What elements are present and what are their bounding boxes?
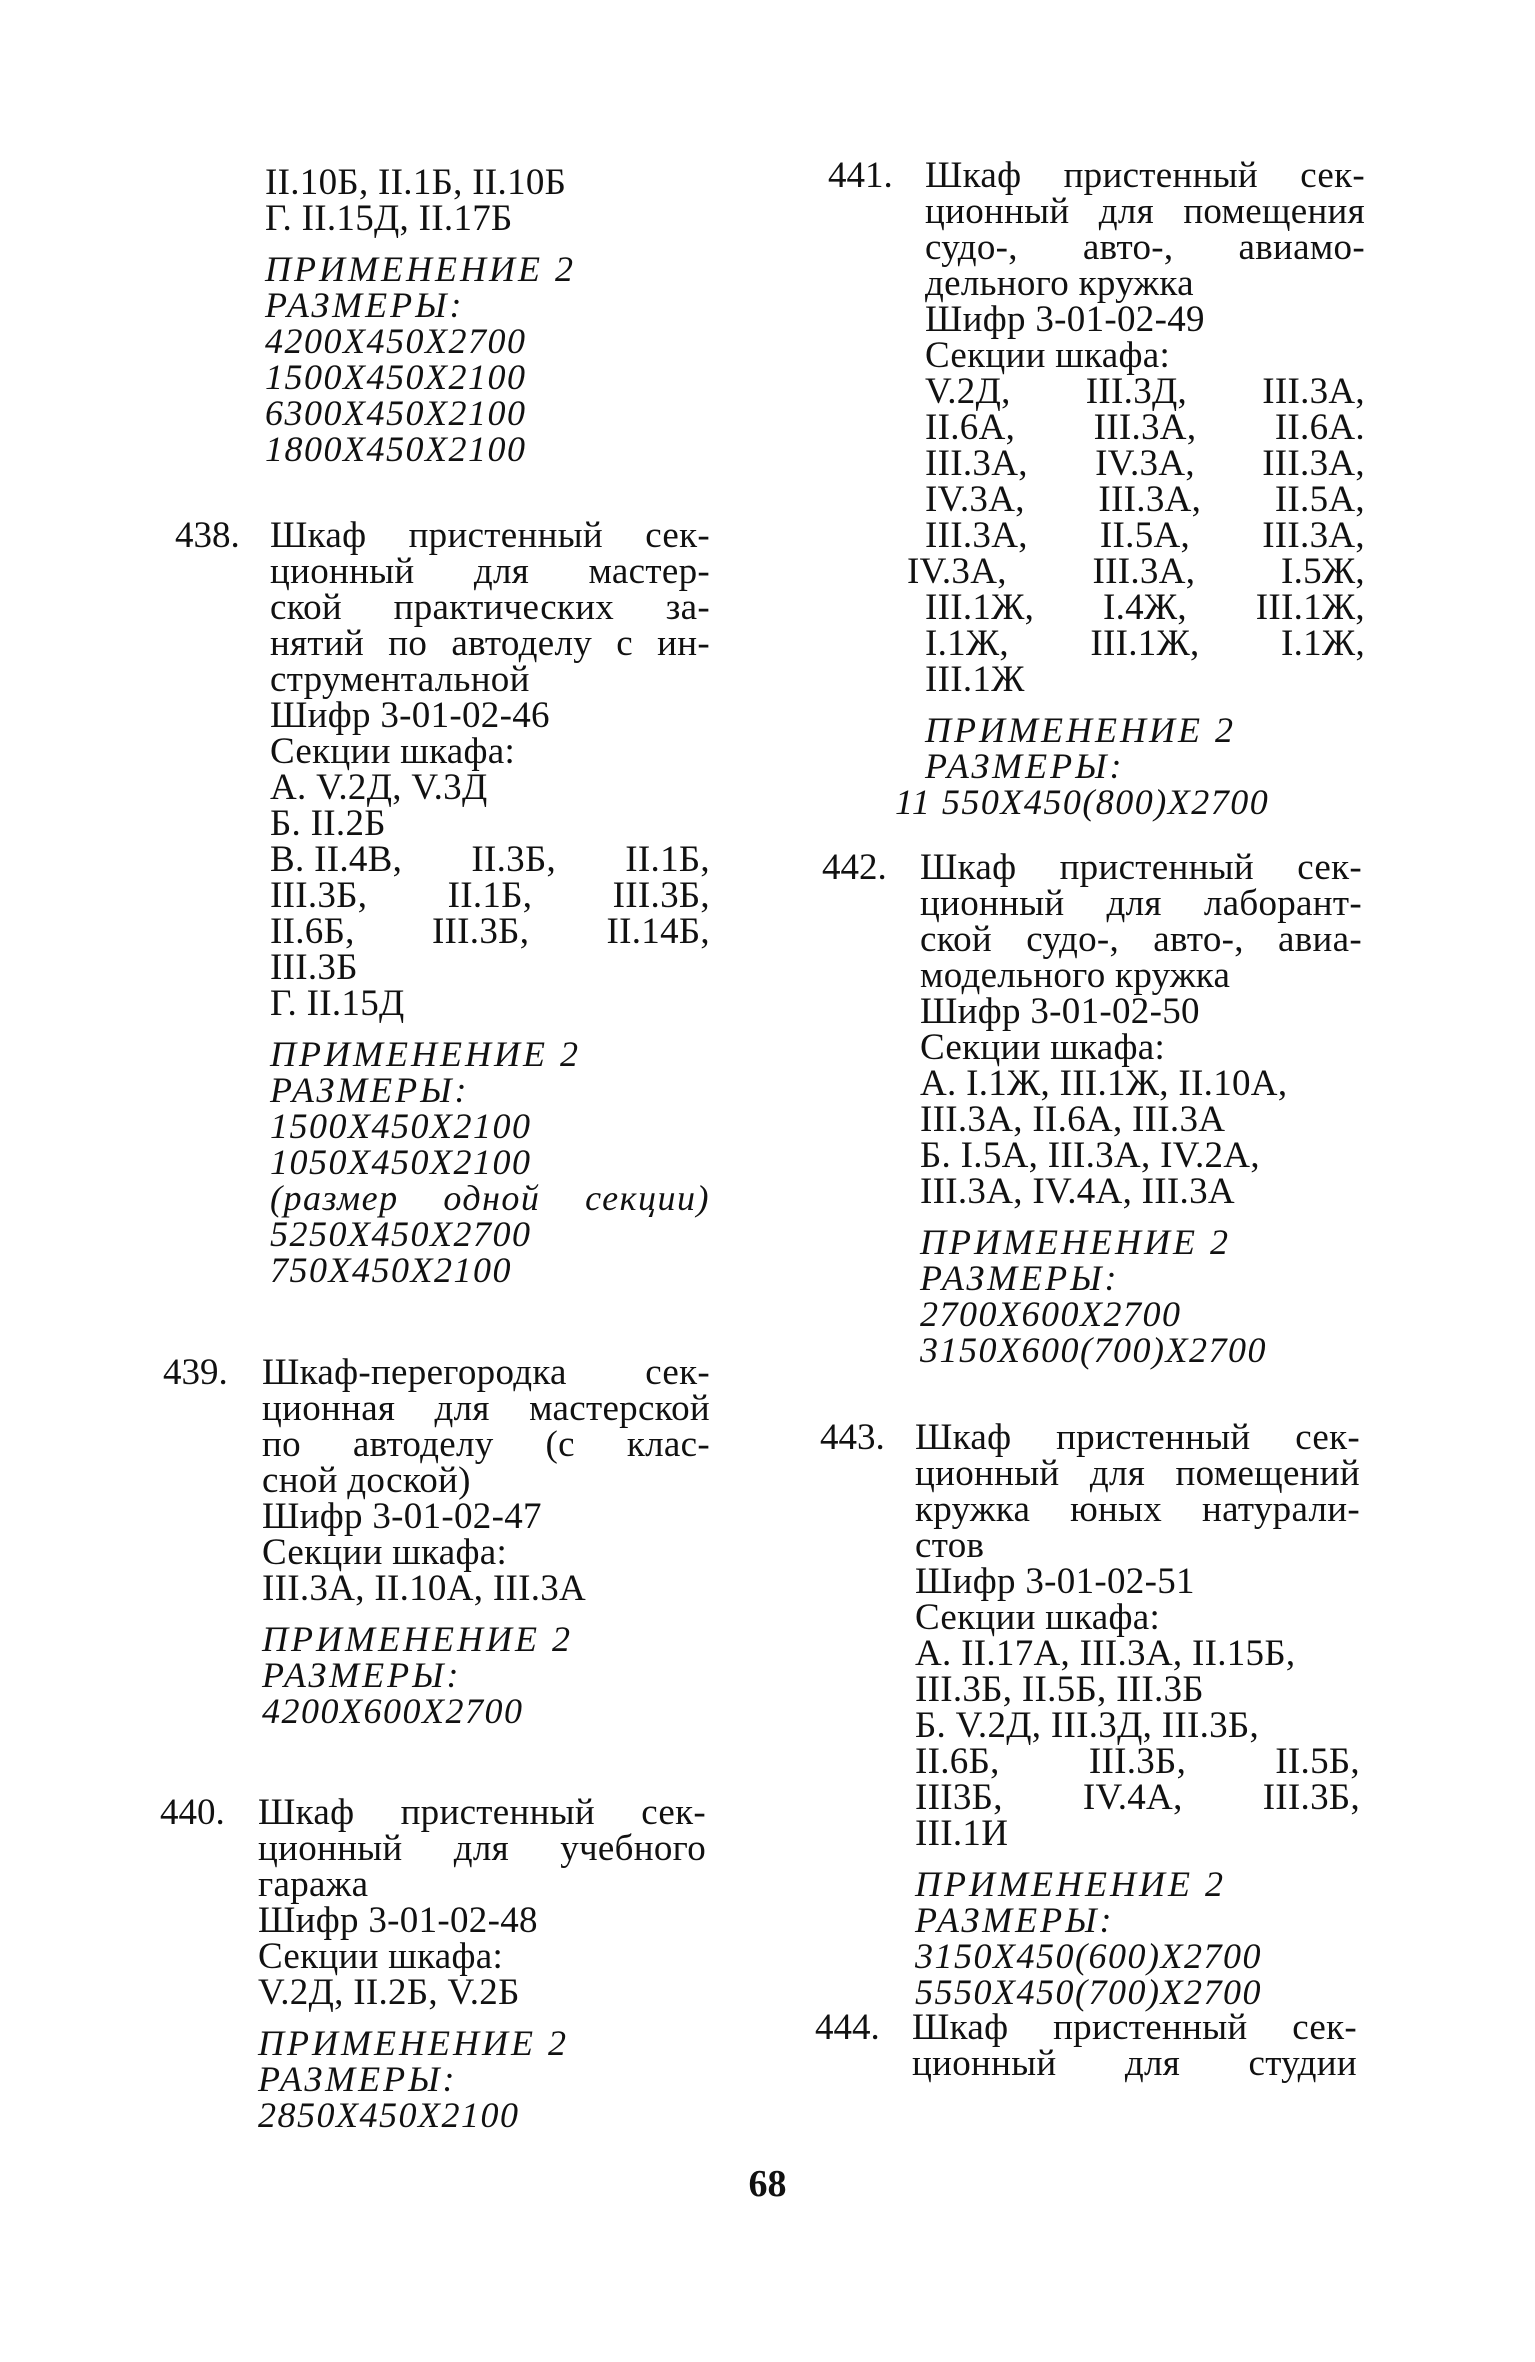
entry-440 <box>258 1792 706 2135</box>
size-line: 750X450X2100 <box>270 1250 512 1290</box>
size-line: 3150X450(600)X2700 <box>915 1936 1262 1976</box>
sections-line: V.2Д, II.2Б, V.2Б <box>258 1972 520 2013</box>
entry-number: 442. <box>822 847 887 888</box>
text-line: II.10Б, II.1Б, II.10Б <box>265 162 567 203</box>
sections-line: II.6Б, III.3Б, II.14Б, <box>270 911 710 952</box>
title-line: ской практических за- <box>270 587 710 628</box>
title-line: ционный для лаборант- <box>920 883 1362 924</box>
sections-line: III.3А, II.10А, III.3А <box>262 1568 587 1609</box>
size-line: 4200X450X2700 <box>265 321 527 361</box>
entry-continuation <box>265 162 665 469</box>
size-line: 5250X450X2700 <box>270 1214 532 1254</box>
title-line: Шкаф пристенный сек- <box>920 847 1362 888</box>
size-line: 3150X600(700)X2700 <box>920 1330 1267 1370</box>
page-number: 68 <box>748 2163 787 2205</box>
title-line: ционный для учебного <box>258 1828 706 1869</box>
entry-438 <box>270 515 710 1290</box>
sizes-label: РАЗМЕРЫ: <box>920 1258 1120 1298</box>
sections-label: Секции шкафа: <box>925 335 1171 376</box>
sizes-label: РАЗМЕРЫ: <box>265 285 465 325</box>
entry-number: 438. <box>175 515 240 556</box>
entry-number: 439. <box>163 1352 228 1393</box>
application-label: ПРИМЕНЕНИЕ 2 <box>920 1222 1231 1262</box>
sections-line: III.3А, IV.3А, III.3А, <box>925 443 1365 484</box>
sections-line: В. II.4В, II.3Б, II.1Б, <box>270 839 710 880</box>
sections-line: III.1Ж <box>925 659 1025 700</box>
size-line: 2850X450X2100 <box>258 2095 520 2135</box>
sections-line: IV.3А, III.3А, II.5А, <box>925 479 1365 520</box>
title-line: Шкаф-перегородка сек- <box>262 1352 710 1393</box>
code-line: Шифр 3-01-02-48 <box>258 1900 538 1941</box>
entry-number: 441. <box>828 155 893 196</box>
entry-439 <box>262 1352 710 1731</box>
sizes-label: РАЗМЕРЫ: <box>915 1900 1115 1940</box>
sections-label: Секции шкафа: <box>920 1027 1166 1068</box>
title-line: Шкаф пристенный сек- <box>915 1417 1360 1458</box>
entry-number: 443. <box>820 1417 885 1458</box>
sections-line: V.2Д, III.3Д, III.3А, <box>925 371 1365 412</box>
size-line: 4200X600X2700 <box>262 1691 524 1731</box>
title-line: по автоделу (с клас- <box>262 1424 710 1465</box>
title-line: гаража <box>258 1864 369 1905</box>
application-label: ПРИМЕНЕНИЕ 2 <box>270 1034 581 1074</box>
size-line: 1050X450X2100 <box>270 1142 532 1182</box>
sizes-label: РАЗМЕРЫ: <box>258 2059 458 2099</box>
sections-line: А. I.1Ж, III.1Ж, II.10А, <box>920 1063 1288 1104</box>
sections-line: II.6А, III.3А, II.6А. <box>925 407 1365 448</box>
sections-line: III.1И <box>915 1813 1009 1854</box>
title-line: Шкаф пристенный сек- <box>258 1792 706 1833</box>
application-label: ПРИМЕНЕНИЕ 2 <box>915 1864 1226 1904</box>
title-line: дельного кружка <box>925 263 1194 304</box>
sections-line: III.1Ж, I.4Ж, III.1Ж, <box>925 587 1365 628</box>
sections-line: III3Б, IV.4А, III.3Б, <box>915 1777 1360 1818</box>
title-line: стов <box>915 1525 985 1566</box>
entry-number: 444. <box>815 2007 880 2048</box>
title-line: ционный для мастер- <box>270 551 710 592</box>
size-line: 1800X450X2100 <box>265 429 527 469</box>
sections-line: I.1Ж, III.1Ж, I.1Ж, <box>925 623 1365 664</box>
title-line: Шкаф пристенный сек- <box>925 155 1365 196</box>
sections-line: II.6Б, III.3Б, II.5Б, <box>915 1741 1360 1782</box>
title-line: ционный для студии <box>912 2043 1357 2084</box>
size-line: 5550X450(700)X2700 <box>915 1972 1262 2012</box>
application-label: ПРИМЕНЕНИЕ 2 <box>258 2023 569 2063</box>
code-line: Шифр 3-01-02-46 <box>270 695 550 736</box>
title-line: Шкаф пристенный сек- <box>912 2007 1357 2048</box>
text-line: Г. II.15Д, II.17Б <box>265 198 513 239</box>
entry-441 <box>895 155 1365 822</box>
sizes-label: РАЗМЕРЫ: <box>925 746 1125 786</box>
title-line: Шкаф пристенный сек- <box>270 515 710 556</box>
sections-label: Секции шкафа: <box>262 1532 508 1573</box>
entry-442 <box>920 847 1362 1370</box>
sections-label: Секции шкафа: <box>915 1597 1161 1638</box>
application-label: ПРИМЕНЕНИЕ 2 <box>265 249 576 289</box>
application-label: ПРИМЕНЕНИЕ 2 <box>262 1619 573 1659</box>
sections-line: III.3Б, II.1Б, III.3Б, <box>270 875 710 916</box>
sections-line: III.3Б, II.5Б, III.3Б <box>915 1669 1204 1710</box>
title-line: судо-, авто-, авиамо- <box>925 227 1365 268</box>
sections-line: III.3Б <box>270 947 358 988</box>
title-line: нятий по автоделу с ин- <box>270 623 710 664</box>
code-line: Шифр 3-01-02-47 <box>262 1496 542 1537</box>
sections-line: IV.3А, III.3А, I.5Ж, <box>907 551 1365 592</box>
title-line: кружка юных натурали- <box>915 1489 1360 1530</box>
title-line: ской судо-, авто-, авиа- <box>920 919 1362 960</box>
sections-line: Г. II.15Д <box>270 983 405 1024</box>
sections-line: III.3А, II.5А, III.3А, <box>925 515 1365 556</box>
title-line: ционный для помещения <box>925 191 1365 232</box>
title-line: сной доской) <box>262 1460 471 1501</box>
size-line: 2700X600X2700 <box>920 1294 1182 1334</box>
sections-label: Секции шкафа: <box>258 1936 504 1977</box>
title-line: ционный для помещений <box>915 1453 1360 1494</box>
sizes-label: РАЗМЕРЫ: <box>262 1655 462 1695</box>
title-line: струментальной <box>270 659 530 700</box>
sections-line: А. II.17А, III.3А, II.15Б, <box>915 1633 1296 1674</box>
entry-number: 440. <box>160 1792 225 1833</box>
title-line: модельного кружка <box>920 955 1231 996</box>
code-line: Шифр 3-01-02-49 <box>925 299 1205 340</box>
size-line: (размер одной секции) <box>270 1178 710 1218</box>
code-line: Шифр 3-01-02-51 <box>915 1561 1195 1602</box>
sections-line: Б. I.5А, III.3А, IV.2А, <box>920 1135 1260 1176</box>
size-line: 1500X450X2100 <box>270 1106 532 1146</box>
size-line: 6300X450X2100 <box>265 393 527 433</box>
application-label: ПРИМЕНЕНИЕ 2 <box>925 710 1236 750</box>
sizes-label: РАЗМЕРЫ: <box>270 1070 470 1110</box>
sections-line: III.3А, IV.4А, III.3А <box>920 1171 1235 1212</box>
sections-line: А. V.2Д, V.3Д <box>270 767 488 808</box>
size-line: 11 550X450(800)X2700 <box>895 782 1270 822</box>
sections-label: Секции шкафа: <box>270 731 516 772</box>
title-line: ционная для мастерской <box>262 1388 710 1429</box>
sections-line: Б. II.2Б <box>270 803 386 844</box>
size-line: 1500X450X2100 <box>265 357 527 397</box>
entry-444 <box>912 2007 1357 2084</box>
sections-line: III.3А, II.6А, III.3А <box>920 1099 1226 1140</box>
code-line: Шифр 3-01-02-50 <box>920 991 1200 1032</box>
entry-443 <box>915 1417 1360 2012</box>
sections-line: Б. V.2Д, III.3Д, III.3Б, <box>915 1705 1260 1746</box>
